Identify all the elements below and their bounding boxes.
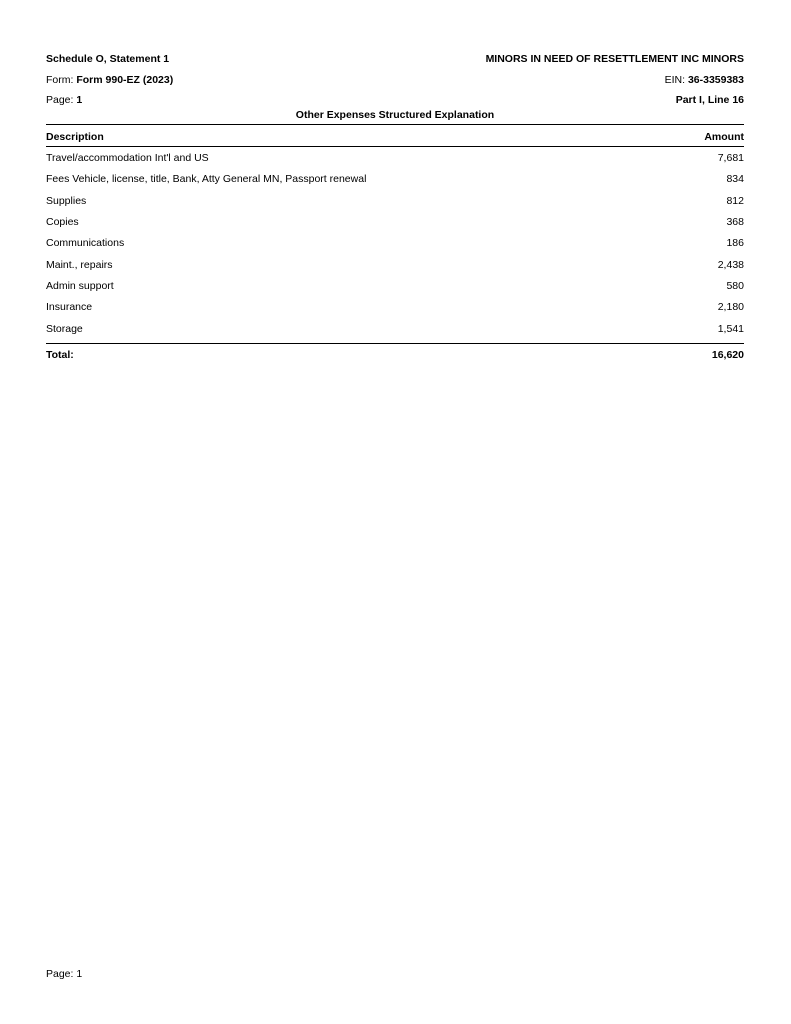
row-description: Maint., repairs (46, 259, 113, 271)
page-info (46, 94, 82, 106)
row-amount: 2,180 (717, 301, 744, 313)
row-amount: 186 (726, 237, 744, 249)
column-header-description: Description (46, 131, 104, 143)
table-row (46, 279, 744, 293)
row-amount: 7,681 (717, 152, 744, 164)
organization-name: MINORS IN NEED OF RESETTLEMENT INC MINORS (485, 53, 744, 65)
column-header-amount: Amount (704, 131, 744, 143)
form-label: Form: (46, 74, 77, 86)
table-row (46, 172, 744, 186)
total-value: 16,620 (711, 349, 744, 361)
row-description: Supplies (46, 195, 87, 207)
table-row (46, 194, 744, 208)
footer-page-number: Page: 1 (46, 968, 83, 980)
row-description: Insurance (46, 301, 93, 313)
ein-label: EIN: (664, 74, 688, 86)
row-amount: 368 (726, 216, 744, 228)
section-title: Other Expenses Structured Explanation (295, 109, 495, 121)
row-amount: 812 (726, 195, 744, 207)
total-row (46, 348, 744, 362)
header-row-3 (46, 93, 744, 107)
ein-info (665, 74, 744, 86)
table-row (46, 215, 744, 229)
page-label: Page: (46, 94, 77, 106)
total-label: Total: (46, 349, 74, 361)
table-row (46, 236, 744, 250)
ein-value: 36-3359383 (687, 74, 744, 86)
row-description: Copies (46, 216, 79, 228)
statement-title: Schedule O, Statement 1 (46, 53, 170, 65)
table-row (46, 258, 744, 272)
row-amount: 580 (726, 280, 744, 292)
page-value: 1 (76, 94, 83, 106)
table-row (46, 151, 744, 165)
header-row-2 (46, 73, 744, 87)
table-total-rule (46, 343, 744, 344)
row-amount: 2,438 (717, 259, 744, 271)
row-description: Fees Vehicle, license, title, Bank, Atty General MN, Passport renewal (46, 173, 367, 185)
table-row (46, 322, 744, 336)
table-row (46, 300, 744, 314)
form-value: Form 990-EZ (2023) (76, 74, 174, 86)
form-info (46, 74, 173, 86)
row-description: Admin support (46, 280, 114, 292)
table-header-row (46, 130, 744, 144)
row-description: Storage (46, 323, 83, 335)
table-header-rule (46, 146, 744, 147)
row-description: Communications (46, 237, 125, 249)
row-description: Travel/accommodation Int'l and US (46, 152, 209, 164)
row-amount: 834 (726, 173, 744, 185)
part-line: Part I, Line 16 (675, 94, 744, 106)
table-top-rule (46, 124, 744, 125)
row-amount: 1,541 (717, 323, 744, 335)
header-row-1 (46, 52, 744, 66)
